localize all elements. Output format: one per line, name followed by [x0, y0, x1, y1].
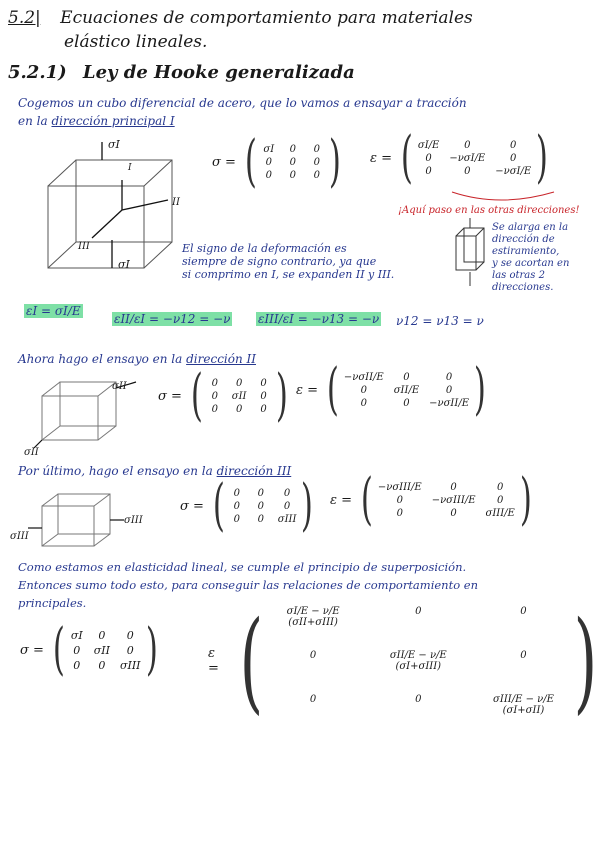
matrix-cell: 0 — [126, 628, 134, 642]
note-sign — [182, 242, 394, 281]
matrix-cell: 0 — [445, 384, 453, 396]
strain-matrix-2-grid — [344, 372, 469, 409]
matrix-cell: 0 — [425, 152, 432, 164]
strain-matrix-2-label: ε = — [296, 382, 319, 398]
test3-line — [18, 464, 291, 478]
matrix-cell: 0 — [309, 694, 317, 705]
strain-matrix-final-grid — [273, 606, 565, 716]
paren-left: ( — [190, 363, 203, 428]
subsection-header — [8, 62, 355, 83]
relation-eq2 — [112, 312, 232, 326]
note-sign-line2: siempre de signo contrario, ya que — [182, 255, 377, 268]
matrix-cell: 0 — [403, 397, 410, 409]
test2-direction: dirección II — [186, 352, 256, 366]
superposition-line1: Como estamos en elasticidad lineal, se cumple el principio de superposición. — [18, 560, 467, 574]
matrix-cell: 0 — [260, 403, 267, 415]
stress-matrix-3 — [180, 473, 318, 538]
matrix-cell: 0 — [289, 143, 296, 155]
matrix-cell: σII — [231, 390, 247, 402]
cube1-axis-II: II — [172, 197, 180, 208]
matrix-cell: 0 — [464, 139, 471, 151]
paren-right: ) — [145, 617, 158, 682]
matrix-cell: σIII — [277, 513, 297, 525]
matrix-cell: 0 — [313, 156, 320, 168]
strain-matrix-3 — [330, 467, 537, 532]
intro-direction: dirección principal I — [51, 114, 175, 128]
note-sign-line3: si comprimo en I, se expanden II y III. — [182, 268, 395, 281]
matrix-cell: σIII — [119, 658, 141, 672]
paren-right: ) — [536, 125, 549, 190]
stress-matrix-1-grid — [262, 144, 324, 181]
matrix-cell: 0 — [260, 377, 267, 389]
matrix-cell: 0 — [257, 500, 264, 512]
section-title: Ecuaciones de comportamiento para materiales — [60, 8, 473, 28]
intro-prefix: en la — [18, 114, 48, 128]
matrix-cell: 0 — [360, 384, 367, 396]
paren-right: ) — [328, 129, 341, 194]
matrix-cell: 0 — [450, 507, 457, 519]
note-stretch — [492, 222, 569, 294]
matrix-cell: 0 — [233, 500, 240, 512]
stress-matrix-2-grid — [208, 378, 271, 415]
matrix-cell: 0 — [520, 650, 527, 661]
strain-matrix-final-label: ε = — [208, 646, 219, 676]
matrix-cell: −νσIII/E — [431, 494, 476, 506]
matrix-cell: 0 — [283, 487, 291, 499]
matrix-cell: 0 — [415, 606, 422, 617]
test2-prefix: Ahora hago el ensayo en la — [18, 352, 183, 366]
matrix-cell: 0 — [403, 371, 410, 383]
matrix-cell: 0 — [73, 658, 81, 672]
test3-sigma-right: σIII — [124, 515, 143, 526]
intro-line2 — [18, 114, 175, 128]
paren-left: ( — [400, 125, 413, 190]
matrix-cell: 0 — [313, 169, 320, 181]
matrix-cell: 0 — [396, 507, 403, 519]
matrix-cell: 0 — [73, 643, 81, 657]
note-stretch-line2: dirección de — [492, 234, 555, 245]
subsection-title: Ley de Hooke generalizada — [82, 62, 355, 83]
matrix-cell: 0 — [415, 694, 422, 705]
red-note: ¡Aquí paso en las otras direcciones! — [398, 205, 580, 216]
test3-sigma-left: σIII — [10, 531, 29, 542]
relation-eq1 — [24, 304, 83, 318]
stress-matrix-final-label: σ = — [20, 642, 44, 658]
stress-matrix-2-label: σ = — [158, 388, 182, 404]
matrix-cell: 0 — [235, 377, 243, 389]
matrix-cell: 0 — [257, 513, 264, 525]
cube1-sigma-top: σI — [108, 138, 120, 151]
matrix-cell: 0 — [211, 390, 218, 402]
cube-diagram-2 — [36, 378, 146, 448]
matrix-cell: −νσIII/E — [377, 481, 422, 493]
matrix-cell: 0 — [289, 169, 296, 181]
matrix-cell: 0 — [510, 152, 517, 164]
matrix-cell: 0 — [313, 143, 320, 155]
stress-matrix-final-grid — [70, 629, 141, 672]
matrix-cell: 0 — [450, 481, 457, 493]
test2-sigma-right: σII — [112, 381, 127, 392]
paren-left: ( — [212, 473, 225, 538]
matrix-cell: 0 — [283, 500, 291, 512]
relation-eq2-text: εII/εI = −ν12 = −ν — [114, 312, 231, 326]
note-stretch-line5: las otras 2 — [492, 270, 545, 281]
matrix-cell: −νσI/E — [495, 165, 532, 177]
strain-matrix-3-grid — [378, 482, 515, 519]
strain-matrix-3-label: ε = — [330, 492, 353, 508]
test3-prefix: Por último, hago el ensayo en la — [18, 464, 213, 478]
note-stretch-line1: Se alarga en la — [492, 222, 569, 233]
matrix-cell: 0 — [265, 169, 272, 181]
matrix-cell: 0 — [98, 628, 106, 642]
matrix-cell: 0 — [445, 371, 453, 383]
stress-matrix-1-label: σ = — [212, 154, 236, 170]
section-header — [8, 8, 473, 28]
matrix-cell: σII/E − ν/E (σI+σIII) — [389, 650, 447, 672]
matrix-cell: σI/E — [417, 139, 440, 151]
note-stretch-line3: estiramiento, — [492, 246, 560, 257]
strain-matrix-1 — [370, 125, 553, 190]
intro-line1: Cogemos un cubo diferencial de acero, que lo vamos a ensayar a tracción — [18, 96, 467, 110]
red-bracket — [450, 190, 560, 210]
matrix-cell: 0 — [520, 606, 527, 617]
paren-right: ) — [519, 467, 532, 532]
matrix-cell: 0 — [360, 397, 367, 409]
paren-left: ( — [360, 467, 373, 532]
superposition-line3: principales. — [18, 596, 87, 610]
superposition-line2: Entonces sumo todo esto, para conseguir las relaciones de comportamiento en — [18, 578, 478, 592]
paren-left: ( — [239, 597, 263, 725]
matrix-cell: 0 — [396, 494, 403, 506]
matrix-cell: 0 — [211, 377, 218, 389]
small-cube-diagram — [452, 218, 488, 288]
matrix-cell: 0 — [260, 390, 267, 402]
matrix-cell: −νσII/E — [343, 371, 384, 383]
strain-matrix-1-label: ε = — [370, 150, 393, 166]
paren-left: ( — [52, 617, 65, 682]
matrix-cell: σI — [263, 143, 275, 155]
relation-eq1-text: εI = σI/E — [26, 304, 81, 318]
matrix-cell: 0 — [510, 139, 517, 151]
strain-matrix-final — [208, 597, 607, 725]
relation-eq3-text: εIII/εI = −ν13 = −ν — [258, 312, 380, 326]
paren-left: ( — [244, 129, 257, 194]
stress-matrix-2 — [158, 363, 292, 428]
note-stretch-line4: y se acortan en — [492, 258, 570, 269]
matrix-cell: 0 — [98, 658, 106, 672]
section-title-line2: elástico lineales. — [64, 32, 208, 52]
matrix-cell: σI — [70, 628, 83, 642]
matrix-cell: σIII/E − ν/E (σI+σII) — [493, 694, 554, 716]
strain-matrix-1-grid — [418, 140, 531, 177]
paren-right: ) — [573, 597, 598, 725]
cube1-axis-I: I — [128, 163, 132, 173]
test2-sigma-left: σII — [24, 447, 39, 458]
relation-eq4: ν12 = ν13 = ν — [396, 314, 484, 328]
matrix-cell: 0 — [496, 494, 504, 506]
strain-matrix-2 — [296, 357, 491, 422]
stress-matrix-3-label: σ = — [180, 498, 204, 514]
matrix-cell: −νσI/E — [449, 152, 486, 164]
matrix-cell: 0 — [496, 481, 504, 493]
matrix-cell: 0 — [425, 165, 432, 177]
paren-right: ) — [473, 357, 486, 422]
matrix-cell: 0 — [289, 156, 296, 168]
stress-matrix-final — [20, 617, 162, 682]
matrix-cell: 0 — [309, 650, 317, 661]
matrix-cell: σII — [93, 643, 110, 657]
cube1-axis-III: III — [78, 241, 90, 252]
matrix-cell: σI/E − ν/E (σII+σIII) — [286, 606, 340, 628]
matrix-cell: 0 — [235, 403, 243, 415]
section-number: 5.2| — [8, 8, 41, 28]
test2-line — [18, 352, 256, 366]
matrix-cell: 0 — [233, 487, 240, 499]
test3-direction: dirección III — [216, 464, 292, 478]
cube1-sigma-bottom: σI — [118, 258, 130, 271]
paren-left: ( — [326, 357, 339, 422]
matrix-cell: 0 — [265, 156, 272, 168]
matrix-cell: 0 — [211, 403, 218, 415]
relation-eq3 — [256, 312, 381, 326]
note-stretch-line6: direcciones. — [492, 282, 554, 293]
matrix-cell: 0 — [233, 513, 240, 525]
matrix-cell: 0 — [464, 165, 471, 177]
matrix-cell: σIII/E — [485, 507, 515, 519]
note-sign-line1: El signo de la deformación es — [182, 242, 347, 255]
subsection-number: 5.2.1) — [8, 62, 67, 83]
paren-right: ) — [275, 363, 288, 428]
matrix-cell: −νσII/E — [429, 397, 469, 409]
matrix-cell: σII/E — [393, 384, 420, 396]
paren-right: ) — [301, 473, 314, 538]
matrix-cell: 0 — [257, 487, 264, 499]
matrix-cell: 0 — [126, 643, 134, 657]
stress-matrix-1 — [212, 129, 346, 194]
stress-matrix-3-grid — [230, 488, 297, 525]
